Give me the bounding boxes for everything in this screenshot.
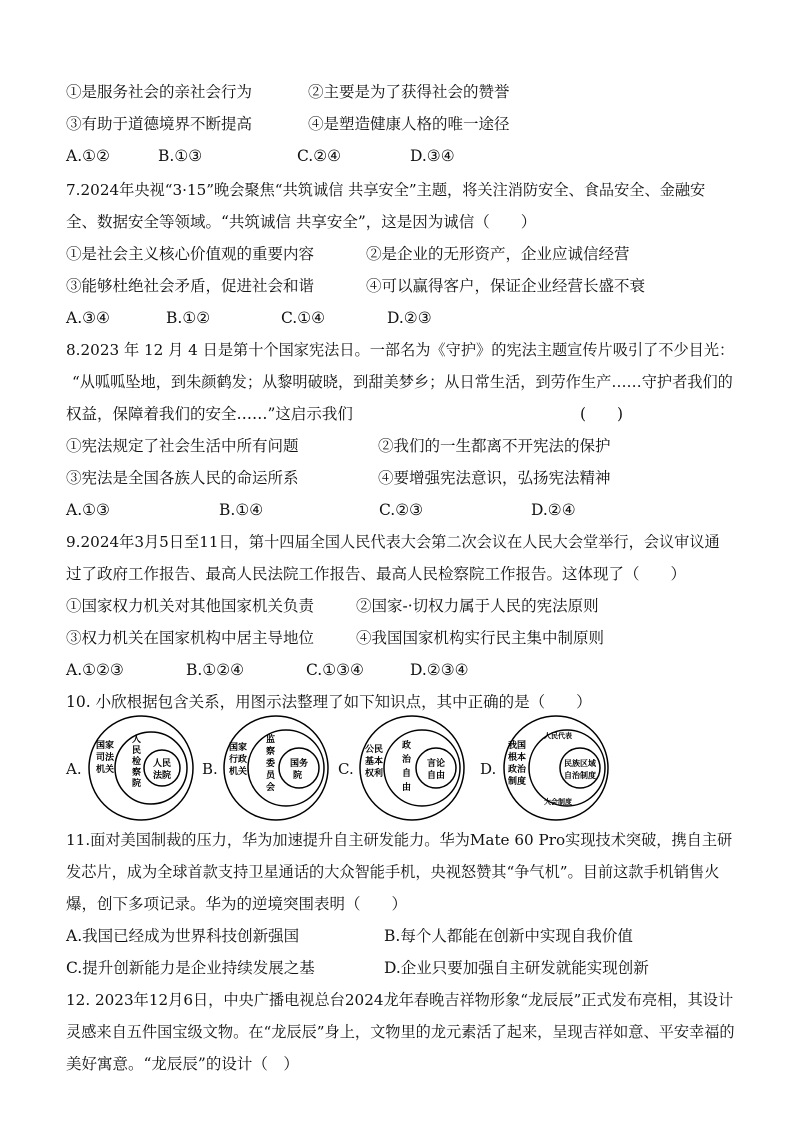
q8-choice-a: A.①③ [66,501,110,519]
q7-option-4: ④可以赢得客户，保证企业经营长盛不衰 [366,277,646,295]
q8-choice-c: C.②③ [379,501,424,519]
q8-answer-blank: ( ) [580,405,624,423]
q9-stem-line-1: 9.2024年3月5日至11日，第十四届全国人民代表大会第二次会议在人民大会堂举行，会议审议通 [66,533,720,551]
diagram-d [500,712,612,824]
diagram-d-outer-text-4: 制度 [508,777,527,787]
diagram-c-outer-text-1: 公民 [365,745,384,755]
q9-option-4: ④我国国家机构实行民主集中制原则 [356,629,605,647]
q9-option-2: ②国家-·切权力属于人民的宪法原则 [356,597,599,615]
diagram-c [356,712,468,824]
diagram-b-label: B. [202,760,218,778]
q6-choice-d: D.③④ [410,147,455,165]
diagram-c-inner-text-2: 自由 [427,771,446,781]
q6-option-2: ②主要是为了获得社会的赞誉 [308,83,510,101]
q8-option-4: ④要增强宪法意识，弘扬宪法精神 [378,469,611,487]
diagram-c-outer-text-2: 基本 [365,757,384,767]
diagram-a-middle-text-2: 民 [132,746,142,756]
q6-option-3: ③有助于道德境界不断提高 [66,115,253,133]
q6-option-1: ①是服务社会的亲社会行为 [66,83,253,101]
q8-option-2: ②我们的一生都离不开宪法的保护 [378,437,611,455]
q12-stem-line-2: 灵感来自五件国宝级文物。在“龙辰辰”身上，文物里的龙元素活了起来，呈现吉祥如意、平安幸福的 [66,1023,735,1041]
q8-stem-line-1: 8.2023 年 12 月 4 日是第十个国家宪法日。一部名为《守护》的宪法主题宣传片吸引了不少目光： [66,341,735,359]
q11-option-b: B.每个人都能在创新中实现自我价值 [384,927,633,945]
q11-option-d: D.企业只要加强自主研发就能实现创新 [384,959,649,977]
q11-stem-line-1: 11.面对美国制裁的压力，华为加速提升自主研发能力。华为Mate 60 Pro实现技术突破，携自主研 [66,831,733,849]
diagram-b-inner-text-2: 院 [293,771,303,781]
q6-choice-b: B.①③ [158,147,203,165]
diagram-b-inner-text-1: 国务 [290,759,309,769]
q7-choice-c: C.①④ [281,309,326,327]
diagram-a-label: A. [66,760,82,778]
diagram-a-inner-text-2: 法院 [153,771,172,781]
q12-stem-line-3: 美好寓意。“龙辰辰”的设计（ ） [66,1055,299,1073]
diagram-a-middle-text-3: 检 [132,757,142,767]
q6-choice-a: A.①② [66,147,110,165]
q9-option-1: ①国家权力机关对其他国家机关负责 [66,597,315,615]
q8-option-1: ①宪法规定了社会生活中所有问题 [66,437,299,455]
diagram-d-outer-text-3: 政治 [508,765,527,775]
q7-stem-line-1: 7.2024年央视“3·15”晚会聚焦“共筑诚信 共享安全”主题，将关注消防安全、食品安全、金融安 [66,181,706,199]
diagram-c-middle-text-3: 自 [402,769,412,779]
q9-choice-a: A.①②③ [66,661,124,679]
diagram-b-outer-text-3: 机关 [229,767,248,777]
diagram-b-middle-text-5: 会 [266,783,276,793]
diagram-c-middle-text-1: 政 [402,741,412,751]
diagram-c-inner-text-1: 言论 [427,759,446,769]
q8-stem-line-3: 权益，保障着我们的安全……”这启示我们 [66,405,353,423]
q11-option-a: A.我国已经成为世界科技创新强国 [66,927,300,945]
diagram-b-outer-text-1: 国家 [229,743,248,753]
q7-option-3: ③能够杜绝社会矛盾，促进社会和谐 [66,277,315,295]
diagram-b [220,712,332,824]
diagram-d-middle-text-2: 大会制度 [544,798,572,806]
diagram-c-outer-text-3: 权利 [365,769,384,779]
q9-choice-c: C.①③④ [306,661,364,679]
diagram-b-outer-text-2: 行政 [229,755,248,765]
diagram-a [86,712,196,824]
q7-choice-a: A.③④ [66,309,110,327]
q9-choice-d: D.②③④ [410,661,469,679]
diagram-c-middle-text-2: 治 [402,755,412,765]
diagram-b-middle-text-4: 员 [266,771,276,781]
q7-stem-line-2: 全、数据安全等领域。“共筑诚信 共享安全”，这是因为诚信（ ） [66,213,537,231]
diagram-d-inner-text-2: 自治制度 [564,771,596,780]
diagram-b-middle-text-1: 监 [266,735,276,745]
diagram-b-middle-text-3: 委 [266,759,276,769]
diagram-a-inner-text-1: 人民 [153,759,172,769]
diagram-a-middle-text-4: 察 [132,768,142,778]
diagram-d-middle-text-1: 人民代表 [544,732,572,740]
q8-stem-line-2: “从呱呱坠地，到朱颜鹤发；从黎明破晓，到甜美梦乡；从日常生活，到劳作生产……守护者我们的 [72,373,733,391]
q9-choice-b: B.①②④ [186,661,245,679]
q10-stem: 10. 小欣根据包含关系，用图示法整理了如下知识点，其中正确的是（ ） [66,693,592,711]
q11-option-c: C.提升创新能力是企业持续发展之基 [66,959,315,977]
q7-choice-b: B.①② [166,309,211,327]
diagram-d-outer-text-2: 根本 [508,753,527,763]
diagram-d-label: D. [480,760,497,778]
diagram-a-outer-text-2: 司法 [96,753,115,763]
q8-choice-d: D.②④ [531,501,576,519]
diagram-d-inner-text-1: 民族区域 [564,759,596,768]
q11-stem-line-3: 爆，创下多项记录。华为的逆境突围表明（ ） [66,895,408,913]
diagram-d-outer-text-1: 我国 [508,741,527,751]
q7-option-1: ①是社会主义核心价值观的重要内容 [66,245,315,263]
q11-stem-line-2: 发芯片，成为全球首款支持卫星通话的大众智能手机，央视怒赞其“争气机”。目前这款手机销售火 [66,863,720,881]
diagram-a-middle-text-1: 人 [132,735,142,745]
diagram-a-outer-text-1: 国家 [96,741,115,751]
q9-stem-line-2: 过了政府工作报告、最高人民法院工作报告、最高人民检察院工作报告。这体现了（ ） [66,565,687,583]
q6-choice-c: C.②④ [297,147,342,165]
diagram-c-label: C. [338,760,354,778]
q6-option-4: ④是塑造健康人格的唯一途径 [308,115,510,133]
diagram-a-outer-text-3: 机关 [96,765,115,775]
q12-stem-line-1: 12. 2023年12月6日，中央广播电视总台2024龙年春晚吉祥物形象“龙辰辰”正式发布亮相，其设计 [66,991,734,1009]
q8-choice-b: B.①④ [219,501,264,519]
diagram-b-middle-text-2: 察 [266,747,276,757]
q9-option-3: ③权力机关在国家机构中居主导地位 [66,629,315,647]
q7-choice-d: D.②③ [387,309,432,327]
q8-option-3: ③宪法是全国各族人民的命运所系 [66,469,299,487]
q7-option-2: ②是企业的无形资产，企业应诚信经营 [366,245,630,263]
q10-diagram-row [0,712,794,827]
diagram-c-middle-text-4: 由 [402,783,412,793]
diagram-a-middle-text-5: 院 [132,779,142,789]
